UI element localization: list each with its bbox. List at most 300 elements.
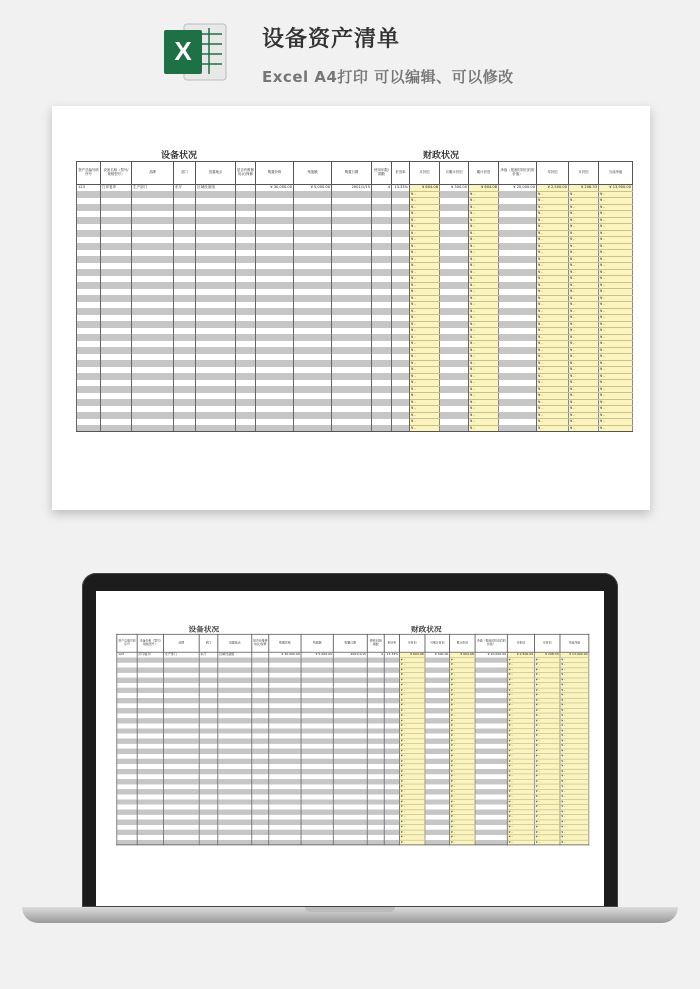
table-cell[interactable]: ¥ - <box>535 820 560 825</box>
table-cell[interactable]: ¥ - <box>535 693 560 698</box>
table-cell[interactable]: ¥ - <box>599 367 633 374</box>
table-cell[interactable]: ¥ - <box>507 743 534 748</box>
table-cell[interactable]: ¥ - <box>569 412 599 419</box>
table-cell[interactable]: ¥ - <box>535 784 560 789</box>
table-cell[interactable]: ¥ - <box>560 738 589 743</box>
table-cell[interactable]: ¥ - <box>535 667 560 672</box>
table-cell[interactable]: ¥ - <box>469 399 499 406</box>
table-cell[interactable]: ¥ - <box>535 662 560 667</box>
table-cell[interactable]: ¥ - <box>507 835 534 840</box>
table-cell[interactable] <box>475 840 507 845</box>
table-cell[interactable]: ¥ - <box>560 678 589 683</box>
table-cell[interactable]: ¥ - <box>599 412 633 419</box>
table-cell[interactable]: ¥ - <box>410 308 440 315</box>
table-cell[interactable]: ¥ - <box>400 820 425 825</box>
table-cell[interactable]: ¥ - <box>569 276 599 283</box>
table-cell[interactable]: 4 <box>372 185 392 192</box>
table-cell[interactable]: 4 <box>367 652 384 657</box>
table-cell[interactable]: ¥ - <box>507 779 534 784</box>
table-cell[interactable] <box>117 840 137 845</box>
table-cell[interactable]: ¥ - <box>410 328 440 335</box>
table-cell[interactable]: ¥ - <box>450 733 475 738</box>
table-cell[interactable]: ¥ - <box>469 321 499 328</box>
table-cell[interactable]: ¥ - <box>400 769 425 774</box>
table-cell[interactable]: ¥ - <box>450 764 475 769</box>
table-cell[interactable]: ¥ - <box>535 749 560 754</box>
table-cell[interactable]: ¥ - <box>507 825 534 830</box>
table-cell[interactable]: ¥ - <box>507 794 534 799</box>
table-cell[interactable]: ¥ - <box>507 728 534 733</box>
table-cell[interactable]: ¥ - <box>400 799 425 804</box>
table-cell[interactable]: ¥ - <box>569 237 599 244</box>
table-cell[interactable]: ¥ - <box>410 276 440 283</box>
table-cell[interactable]: ¥ - <box>599 386 633 393</box>
table-cell[interactable]: ¥ - <box>450 688 475 693</box>
table-cell[interactable]: ¥ - <box>400 662 425 667</box>
table-cell[interactable]: ¥ - <box>560 830 589 835</box>
table-cell[interactable]: ¥ - <box>400 733 425 738</box>
table-cell[interactable]: ¥ - <box>569 250 599 257</box>
table-cell[interactable]: ¥ - <box>535 840 560 845</box>
table-cell[interactable]: ¥ - <box>469 211 499 218</box>
table-cell[interactable]: ¥ - <box>450 743 475 748</box>
table-cell[interactable] <box>294 425 332 432</box>
table-cell[interactable]: ¥ - <box>410 373 440 380</box>
table-cell[interactable] <box>384 840 399 845</box>
table-cell[interactable]: ¥ - <box>400 738 425 743</box>
table-cell[interactable]: ¥ - <box>569 386 599 393</box>
table-cell[interactable]: 东厅 <box>199 652 218 657</box>
table-cell[interactable]: ¥ - <box>537 354 569 361</box>
table-cell[interactable]: ¥ - <box>507 769 534 774</box>
table-cell[interactable]: ¥ - <box>569 308 599 315</box>
table-cell[interactable] <box>199 840 218 845</box>
table-cell[interactable]: ¥ - <box>400 825 425 830</box>
table-cell[interactable]: ¥ - <box>469 419 499 426</box>
table-cell[interactable]: ¥ - <box>469 263 499 270</box>
table-cell[interactable]: ¥ - <box>569 425 599 432</box>
table-cell[interactable]: ¥ - <box>599 276 633 283</box>
table-cell[interactable]: ¥ - <box>535 708 560 713</box>
table-cell[interactable]: ¥ - <box>560 693 589 698</box>
table-cell[interactable]: ¥ - <box>450 830 475 835</box>
table-cell[interactable]: ¥ - <box>450 820 475 825</box>
table-cell[interactable]: ¥ - <box>469 412 499 419</box>
table-cell[interactable]: ¥ - <box>535 673 560 678</box>
table-cell[interactable]: ¥ - <box>469 230 499 237</box>
table-cell[interactable]: 123 <box>117 652 137 657</box>
table-cell[interactable]: ¥ - <box>507 784 534 789</box>
table-cell[interactable]: ¥ - <box>569 217 599 224</box>
table-cell[interactable]: ¥ - <box>535 825 560 830</box>
table-cell[interactable]: ¥ - <box>560 809 589 814</box>
table-cell[interactable]: ¥ - <box>507 804 534 809</box>
table-cell[interactable]: ¥ - <box>535 698 560 703</box>
table-cell[interactable] <box>137 840 163 845</box>
table-cell[interactable]: ¥ - <box>469 276 499 283</box>
table-cell[interactable]: ¥ - <box>537 211 569 218</box>
table-cell[interactable]: ¥ - <box>507 667 534 672</box>
table-cell[interactable]: ¥ - <box>537 269 569 276</box>
table-cell[interactable]: ¥ 20,000.00 <box>499 185 537 192</box>
table-cell[interactable]: ¥ 5,000.00 <box>301 652 333 657</box>
table-cell[interactable]: ¥ - <box>469 198 499 205</box>
table-cell[interactable]: ¥ - <box>410 217 440 224</box>
table-cell[interactable]: ¥ - <box>569 256 599 263</box>
table-cell[interactable]: ¥ - <box>507 799 534 804</box>
table-cell[interactable] <box>163 840 199 845</box>
table-cell[interactable]: ¥ - <box>410 386 440 393</box>
table-cell[interactable]: ¥ - <box>450 799 475 804</box>
table-cell[interactable]: ¥ - <box>469 373 499 380</box>
table-cell[interactable]: ¥ - <box>537 198 569 205</box>
table-cell[interactable]: ¥ - <box>599 237 633 244</box>
table-cell[interactable]: ¥ - <box>400 708 425 713</box>
table-cell[interactable]: ¥ - <box>537 341 569 348</box>
table-cell[interactable]: ¥ - <box>560 673 589 678</box>
table-cell[interactable]: ¥ - <box>507 723 534 728</box>
table-cell[interactable]: ¥ - <box>400 713 425 718</box>
table-cell[interactable]: ¥ 208.33 <box>535 652 560 657</box>
table-cell[interactable]: ¥ - <box>469 243 499 250</box>
table-cell[interactable]: ¥ - <box>537 373 569 380</box>
table-cell[interactable]: ¥ - <box>535 789 560 794</box>
table-cell[interactable]: ¥ - <box>410 250 440 257</box>
table-cell[interactable]: ¥ - <box>560 713 589 718</box>
table-cell[interactable]: ¥ - <box>410 412 440 419</box>
table-cell[interactable]: ¥ 2,500.00 <box>507 652 534 657</box>
table-cell[interactable]: ¥ - <box>400 693 425 698</box>
table-cell[interactable]: ¥ - <box>450 825 475 830</box>
table-cell[interactable]: ¥ - <box>410 211 440 218</box>
table-cell[interactable]: ¥ - <box>469 250 499 257</box>
table-cell[interactable]: ¥ - <box>599 308 633 315</box>
table-cell[interactable]: ¥ - <box>469 425 499 432</box>
table-cell[interactable]: ¥ - <box>569 243 599 250</box>
table-cell[interactable]: ¥ - <box>410 380 440 387</box>
table-cell[interactable]: ¥ 13,900.00 <box>560 652 589 657</box>
table-cell[interactable]: ¥ - <box>410 360 440 367</box>
table-cell[interactable]: ¥ - <box>469 289 499 296</box>
table-cell[interactable]: ¥ - <box>560 840 589 845</box>
table-cell[interactable]: ¥ - <box>560 754 589 759</box>
table-cell[interactable]: ¥ - <box>410 191 440 198</box>
table-cell[interactable]: ¥ - <box>410 347 440 354</box>
table-cell[interactable]: ¥ - <box>450 728 475 733</box>
table-cell[interactable]: ¥ - <box>537 263 569 270</box>
table-cell[interactable] <box>392 425 410 432</box>
table-cell[interactable]: ¥ - <box>450 698 475 703</box>
table-cell[interactable]: ¥ - <box>410 198 440 205</box>
table-cell[interactable]: ¥ - <box>569 224 599 231</box>
table-cell[interactable]: ¥ - <box>507 657 534 662</box>
table-cell[interactable]: ¥ - <box>569 211 599 218</box>
table-cell[interactable]: ¥ - <box>599 328 633 335</box>
table-cell[interactable]: ¥ - <box>410 282 440 289</box>
table-cell[interactable]: ¥ - <box>450 723 475 728</box>
table-cell[interactable]: ¥ - <box>469 315 499 322</box>
table-cell[interactable]: ¥ - <box>537 237 569 244</box>
table-cell[interactable]: ¥ - <box>469 393 499 400</box>
table-cell[interactable]: ¥ - <box>535 794 560 799</box>
table-cell[interactable]: ¥ - <box>507 774 534 779</box>
table-cell[interactable]: ¥ - <box>535 703 560 708</box>
table-cell[interactable]: ¥ - <box>469 282 499 289</box>
table-cell[interactable]: ¥ - <box>535 804 560 809</box>
table-cell[interactable]: ¥ - <box>599 393 633 400</box>
table-cell[interactable]: ¥ - <box>450 779 475 784</box>
table-cell[interactable]: ¥ - <box>537 360 569 367</box>
table-cell[interactable]: ¥ - <box>400 794 425 799</box>
table-cell[interactable]: 13.33% <box>392 185 410 192</box>
table-cell[interactable]: ¥ - <box>537 224 569 231</box>
table-cell[interactable]: ¥ - <box>400 683 425 688</box>
table-cell[interactable]: ¥ - <box>400 718 425 723</box>
table-cell[interactable]: ¥ - <box>560 779 589 784</box>
table-cell[interactable]: ¥ - <box>560 708 589 713</box>
table-cell[interactable]: ¥ - <box>400 774 425 779</box>
table-cell[interactable]: ¥ - <box>569 347 599 354</box>
table-cell[interactable]: ¥ - <box>599 315 633 322</box>
table-cell[interactable]: ¥ - <box>410 419 440 426</box>
table-cell[interactable] <box>440 425 469 432</box>
table-cell[interactable] <box>332 425 372 432</box>
table-cell[interactable] <box>252 840 269 845</box>
table-cell[interactable]: ¥ - <box>599 334 633 341</box>
table-cell[interactable]: ¥ - <box>535 754 560 759</box>
table-cell[interactable]: ¥ - <box>410 302 440 309</box>
table-cell[interactable]: ¥ - <box>569 399 599 406</box>
table-cell[interactable]: ¥ - <box>400 764 425 769</box>
table-cell[interactable]: ¥ - <box>450 769 475 774</box>
table-cell[interactable]: ¥ - <box>599 191 633 198</box>
table-cell[interactable]: ¥ - <box>450 703 475 708</box>
table-cell[interactable]: ¥ - <box>410 367 440 374</box>
table-cell[interactable]: ¥ - <box>569 295 599 302</box>
table-cell[interactable] <box>367 840 384 845</box>
table-cell[interactable]: ¥ - <box>560 662 589 667</box>
table-cell[interactable] <box>269 840 301 845</box>
table-cell[interactable]: ¥ - <box>410 393 440 400</box>
table-cell[interactable]: ¥ - <box>537 380 569 387</box>
table-cell[interactable]: ¥ - <box>599 230 633 237</box>
table-cell[interactable]: ¥ - <box>410 243 440 250</box>
table-cell[interactable]: ¥ - <box>569 373 599 380</box>
table-cell[interactable]: ¥ - <box>450 678 475 683</box>
table-cell[interactable]: ¥ - <box>400 667 425 672</box>
table-cell[interactable]: ¥ - <box>400 657 425 662</box>
table-cell[interactable]: ¥ - <box>507 662 534 667</box>
table-cell[interactable]: ¥ - <box>535 728 560 733</box>
table-cell[interactable]: ¥ 604.08 <box>450 652 475 657</box>
table-cell[interactable]: ¥ - <box>569 282 599 289</box>
table-cell[interactable]: ¥ - <box>410 204 440 211</box>
table-cell[interactable]: ¥ - <box>599 217 633 224</box>
table-cell[interactable] <box>236 425 256 432</box>
table-cell[interactable]: ¥ - <box>507 733 534 738</box>
table-cell[interactable]: ¥ - <box>400 759 425 764</box>
table-cell[interactable] <box>77 425 101 432</box>
table-cell[interactable]: ¥ - <box>535 678 560 683</box>
table-cell[interactable]: ¥ - <box>507 764 534 769</box>
table-cell[interactable] <box>372 425 392 432</box>
table-cell[interactable]: ¥ - <box>535 759 560 764</box>
table-cell[interactable]: ¥ - <box>469 217 499 224</box>
table-cell[interactable]: ¥ - <box>507 678 534 683</box>
table-cell[interactable]: 区域设备组 <box>196 185 236 192</box>
table-cell[interactable]: ¥ - <box>400 749 425 754</box>
table-cell[interactable]: ¥ - <box>410 237 440 244</box>
table-cell[interactable]: ¥ - <box>450 804 475 809</box>
table-cell[interactable]: ¥ - <box>450 754 475 759</box>
table-cell[interactable]: ¥ - <box>537 315 569 322</box>
table-cell[interactable]: ¥ - <box>469 269 499 276</box>
table-cell[interactable]: ¥ 30,000.00 <box>256 185 294 192</box>
table-cell[interactable]: ¥ - <box>569 393 599 400</box>
table-cell[interactable]: ¥ - <box>599 224 633 231</box>
table-cell[interactable]: ¥ - <box>560 667 589 672</box>
table-cell[interactable]: ¥ - <box>599 354 633 361</box>
table-cell[interactable]: ¥ - <box>450 693 475 698</box>
table-cell[interactable]: ¥ - <box>469 360 499 367</box>
table-cell[interactable]: ¥ - <box>469 308 499 315</box>
table-cell[interactable]: ¥ - <box>400 678 425 683</box>
table-cell[interactable]: ¥ - <box>537 406 569 413</box>
table-cell[interactable]: ¥ - <box>400 703 425 708</box>
table-cell[interactable]: ¥ - <box>560 723 589 728</box>
table-cell[interactable]: ¥ - <box>507 809 534 814</box>
table-cell[interactable]: ¥ - <box>537 399 569 406</box>
table-cell[interactable] <box>333 840 367 845</box>
table-cell[interactable]: ¥ - <box>599 425 633 432</box>
table-cell[interactable]: ¥ - <box>537 256 569 263</box>
table-cell[interactable]: ¥ - <box>560 804 589 809</box>
table-cell[interactable]: ¥ - <box>569 406 599 413</box>
table-cell[interactable]: ¥ - <box>507 789 534 794</box>
table-cell[interactable]: ¥ - <box>569 198 599 205</box>
table-cell[interactable]: ¥ - <box>560 814 589 819</box>
table-cell[interactable]: ¥ - <box>400 673 425 678</box>
table-cell[interactable]: ¥ - <box>560 718 589 723</box>
table-cell[interactable]: ¥ - <box>535 733 560 738</box>
table-cell[interactable]: ¥ - <box>507 820 534 825</box>
table-cell[interactable]: ¥ - <box>410 230 440 237</box>
table-cell[interactable]: ¥ - <box>599 243 633 250</box>
table-cell[interactable]: ¥ - <box>469 354 499 361</box>
table-cell[interactable]: ¥ - <box>537 328 569 335</box>
table-cell[interactable]: 2001/1/15 <box>333 652 367 657</box>
table-cell[interactable]: ¥ - <box>569 230 599 237</box>
table-cell[interactable]: ¥ - <box>507 708 534 713</box>
table-cell[interactable]: ¥ - <box>560 703 589 708</box>
table-cell[interactable]: ¥ - <box>450 784 475 789</box>
table-cell[interactable]: ¥ - <box>450 835 475 840</box>
table-cell[interactable]: ¥ - <box>507 703 534 708</box>
table-cell[interactable]: ¥ - <box>537 393 569 400</box>
table-cell[interactable]: 生产部门 <box>163 652 199 657</box>
table-cell[interactable]: ¥ - <box>400 779 425 784</box>
table-cell[interactable]: ¥ - <box>410 263 440 270</box>
table-cell[interactable]: ¥ - <box>507 754 534 759</box>
table-cell[interactable]: ¥ - <box>450 708 475 713</box>
table-cell[interactable]: ¥ - <box>507 688 534 693</box>
table-cell[interactable]: ¥ - <box>569 360 599 367</box>
table-cell[interactable]: ¥ - <box>569 315 599 322</box>
table-cell[interactable]: ¥ - <box>535 718 560 723</box>
table-cell[interactable]: ¥ - <box>507 830 534 835</box>
table-cell[interactable]: ¥ - <box>450 657 475 662</box>
table-cell[interactable]: ¥ - <box>560 799 589 804</box>
table-cell[interactable]: ¥ 2,500.00 <box>537 185 569 192</box>
table-cell[interactable]: ¥ - <box>410 321 440 328</box>
table-cell[interactable]: 打印复印 <box>137 652 163 657</box>
table-cell[interactable]: ¥ - <box>569 367 599 374</box>
table-cell[interactable]: ¥ 208.33 <box>569 185 599 192</box>
table-cell[interactable]: ¥ - <box>537 347 569 354</box>
table-cell[interactable]: ¥ - <box>599 204 633 211</box>
table-cell[interactable]: ¥ - <box>410 224 440 231</box>
table-cell[interactable]: ¥ - <box>507 840 534 845</box>
table-cell[interactable]: ¥ - <box>469 237 499 244</box>
table-cell[interactable]: ¥ - <box>537 289 569 296</box>
table-cell[interactable]: ¥ - <box>537 302 569 309</box>
table-cell[interactable]: ¥ - <box>410 406 440 413</box>
table-cell[interactable]: ¥ - <box>507 673 534 678</box>
table-cell[interactable]: ¥ - <box>469 406 499 413</box>
table-cell[interactable]: ¥ - <box>400 723 425 728</box>
table-cell[interactable]: ¥ - <box>569 302 599 309</box>
table-cell[interactable]: ¥ - <box>599 399 633 406</box>
table-cell[interactable]: ¥ - <box>560 789 589 794</box>
table-cell[interactable]: ¥ - <box>537 419 569 426</box>
table-cell[interactable]: ¥ - <box>507 683 534 688</box>
table-cell[interactable]: ¥ - <box>537 308 569 315</box>
table-cell[interactable]: ¥ - <box>599 341 633 348</box>
table-cell[interactable]: ¥ - <box>569 341 599 348</box>
table-cell[interactable]: ¥ - <box>560 764 589 769</box>
table-cell[interactable]: ¥ - <box>560 698 589 703</box>
table-cell[interactable]: ¥ - <box>507 718 534 723</box>
table-cell[interactable]: ¥ - <box>537 282 569 289</box>
table-cell[interactable]: ¥ - <box>535 738 560 743</box>
table-cell[interactable]: ¥ - <box>400 809 425 814</box>
table-cell[interactable]: ¥ - <box>400 754 425 759</box>
table-cell[interactable]: ¥ - <box>535 830 560 835</box>
table-cell[interactable]: ¥ - <box>599 373 633 380</box>
table-cell[interactable]: ¥ - <box>537 386 569 393</box>
table-cell[interactable]: ¥ - <box>450 809 475 814</box>
table-cell[interactable] <box>132 425 174 432</box>
table-cell[interactable]: ¥ - <box>450 794 475 799</box>
table-cell[interactable]: ¥ - <box>535 688 560 693</box>
table-cell[interactable]: ¥ - <box>469 191 499 198</box>
table-cell[interactable]: ¥ - <box>537 191 569 198</box>
table-cell[interactable]: ¥ - <box>535 713 560 718</box>
table-cell[interactable]: ¥ 604.08 <box>400 652 425 657</box>
table-cell[interactable]: ¥ - <box>507 698 534 703</box>
table-cell[interactable] <box>499 425 537 432</box>
table-cell[interactable]: ¥ - <box>560 769 589 774</box>
table-cell[interactable]: ¥ - <box>537 204 569 211</box>
table-cell[interactable]: ¥ - <box>599 419 633 426</box>
table-cell[interactable]: ¥ - <box>410 269 440 276</box>
table-cell[interactable] <box>101 425 132 432</box>
table-cell[interactable]: ¥ - <box>560 820 589 825</box>
table-cell[interactable]: ¥ - <box>410 289 440 296</box>
table-cell[interactable]: ¥ - <box>569 380 599 387</box>
table-cell[interactable]: ¥ - <box>400 743 425 748</box>
table-cell[interactable]: ¥ - <box>450 738 475 743</box>
